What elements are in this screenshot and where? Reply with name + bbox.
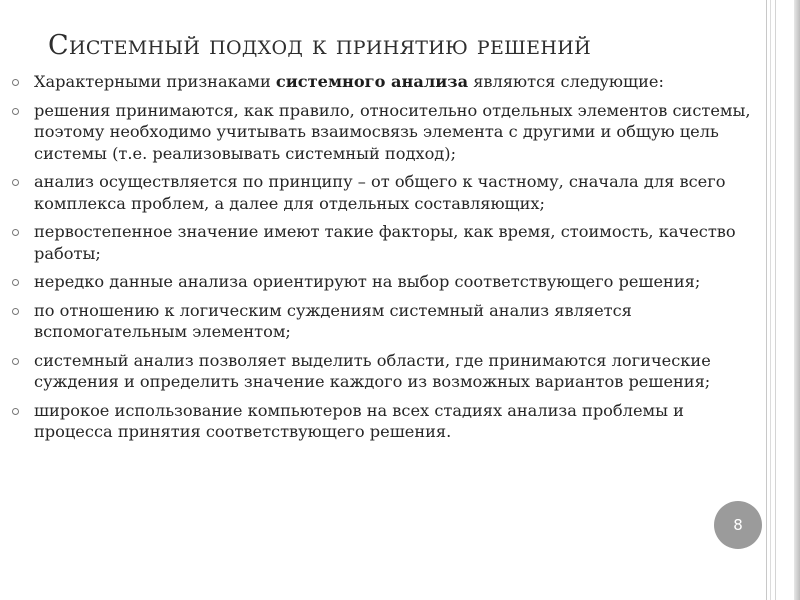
list-item xyxy=(12,350,752,393)
intro-before: Характерными признаками xyxy=(34,72,276,91)
list-item-text: решения принимаются, как правило, относительно отдельных элементов системы, поэтому необходимо учитывать взаимосвязь элемента с другими и общую цель системы (т.е. реализовывать системный подход); xyxy=(34,100,751,163)
bullet-list xyxy=(12,71,752,450)
list-item-text: по отношению к логическим суждениям системный анализ является вспомогательным элементом; xyxy=(34,300,632,341)
list-item xyxy=(12,400,752,443)
bullet-icon xyxy=(12,79,19,86)
bullet-icon xyxy=(12,108,19,115)
bullet-icon xyxy=(12,279,19,286)
intro-after: являются следующие: xyxy=(468,72,664,91)
bullet-icon xyxy=(12,308,19,315)
bullet-icon xyxy=(12,408,19,415)
list-item-text: первостепенное значение имеют такие факторы, как время, стоимость, качество работы; xyxy=(34,222,736,263)
list-item xyxy=(12,221,752,264)
list-item-text: нередко данные анализа ориентируют на выбор соответствующего решения; xyxy=(34,272,701,291)
list-item-text: широкое использование компьютеров на всех стадиях анализа проблемы и процесса принятия соответствующего решения. xyxy=(34,400,684,441)
page-number-badge: 8 xyxy=(714,501,762,549)
list-item-text: анализ осуществляется по принципу – от общего к частному, сначала для всего комплекса проблем, а далее для отдельных составляющих; xyxy=(34,172,726,213)
list-item xyxy=(12,171,752,214)
list-item xyxy=(12,271,752,293)
slide-right-border xyxy=(766,0,800,600)
bullet-icon xyxy=(12,358,19,365)
bullet-icon xyxy=(12,229,19,236)
slide-title: Системный подход к принятию решений xyxy=(48,30,591,61)
bullet-icon xyxy=(12,179,19,186)
intro-emphasis: системного анализа xyxy=(275,72,469,91)
list-item xyxy=(12,100,752,165)
list-item-intro xyxy=(12,71,752,93)
list-item-text: системный анализ позволяет выделить области, где принимаются логические суждения и определить значение каждого из возможных вариантов решения; xyxy=(34,350,711,391)
border-line xyxy=(775,0,776,600)
list-item xyxy=(12,300,752,343)
